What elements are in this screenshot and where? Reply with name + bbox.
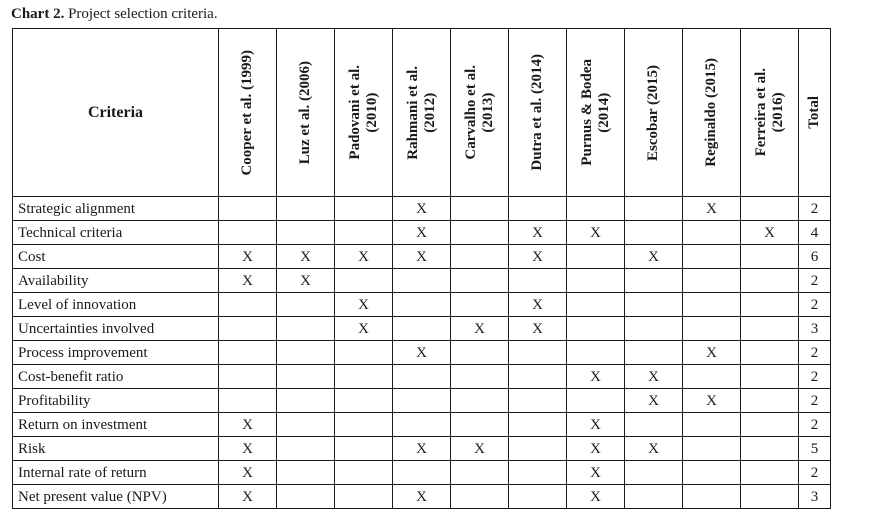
mark-cell	[683, 293, 741, 317]
total-cell: 6	[799, 245, 831, 269]
mark-cell: X	[567, 221, 625, 245]
mark-cell	[509, 461, 567, 485]
mark-cell	[393, 365, 451, 389]
mark-cell	[509, 269, 567, 293]
source-column-header	[393, 29, 451, 197]
mark-cell	[567, 269, 625, 293]
column-label: Reginaldo (2015)	[703, 58, 719, 167]
mark-cell	[451, 413, 509, 437]
mark-cell: X	[451, 437, 509, 461]
mark-cell	[335, 221, 393, 245]
table-row	[13, 461, 831, 485]
mark-cell	[625, 197, 683, 221]
mark-cell: X	[393, 221, 451, 245]
column-label: Total	[806, 96, 822, 129]
mark-cell	[741, 341, 799, 365]
table-body	[13, 197, 831, 509]
mark-cell: X	[277, 269, 335, 293]
source-column-header	[567, 29, 625, 197]
mark-cell	[741, 485, 799, 509]
mark-cell	[625, 341, 683, 365]
criterion-cell: Risk	[13, 437, 219, 461]
mark-cell: X	[625, 245, 683, 269]
table-row	[13, 221, 831, 245]
mark-cell	[219, 221, 277, 245]
mark-cell: X	[741, 221, 799, 245]
mark-cell	[567, 245, 625, 269]
mark-cell	[335, 437, 393, 461]
mark-cell	[335, 197, 393, 221]
total-cell: 2	[799, 269, 831, 293]
table-row	[13, 197, 831, 221]
column-label: Escobar (2015)	[645, 64, 661, 161]
mark-cell	[509, 413, 567, 437]
mark-cell	[567, 389, 625, 413]
total-cell: 2	[799, 197, 831, 221]
table-row	[13, 365, 831, 389]
mark-cell	[741, 413, 799, 437]
mark-cell	[451, 365, 509, 389]
mark-cell	[277, 437, 335, 461]
mark-cell	[277, 389, 335, 413]
column-label: Padovani et al. (2010)	[346, 65, 380, 160]
mark-cell	[451, 197, 509, 221]
mark-cell	[277, 293, 335, 317]
mark-cell: X	[509, 293, 567, 317]
table-row	[13, 293, 831, 317]
mark-cell	[741, 389, 799, 413]
mark-cell	[625, 317, 683, 341]
mark-cell	[335, 413, 393, 437]
mark-cell: X	[393, 437, 451, 461]
mark-cell	[277, 365, 335, 389]
mark-cell: X	[625, 389, 683, 413]
caption-text: Project selection criteria.	[64, 6, 218, 22]
criterion-cell: Strategic alignment	[13, 197, 219, 221]
table-row	[13, 389, 831, 413]
mark-cell: X	[393, 485, 451, 509]
mark-cell	[567, 197, 625, 221]
mark-cell	[509, 197, 567, 221]
mark-cell: X	[219, 269, 277, 293]
mark-cell	[393, 269, 451, 293]
mark-cell	[393, 317, 451, 341]
table-row	[13, 413, 831, 437]
column-label: Dutra et al. (2014)	[529, 54, 545, 171]
mark-cell	[451, 461, 509, 485]
mark-cell	[625, 293, 683, 317]
mark-cell	[277, 317, 335, 341]
mark-cell	[741, 365, 799, 389]
mark-cell	[741, 293, 799, 317]
mark-cell	[567, 341, 625, 365]
mark-cell: X	[683, 341, 741, 365]
source-column-header	[625, 29, 683, 197]
mark-cell: X	[567, 461, 625, 485]
criteria-header: Criteria	[13, 29, 219, 197]
table-row	[13, 485, 831, 509]
mark-cell	[509, 365, 567, 389]
mark-cell	[741, 245, 799, 269]
mark-cell	[277, 485, 335, 509]
mark-cell	[335, 389, 393, 413]
mark-cell	[741, 269, 799, 293]
table-caption	[11, 4, 218, 24]
mark-cell	[625, 413, 683, 437]
mark-cell	[625, 221, 683, 245]
mark-cell	[335, 341, 393, 365]
mark-cell	[683, 365, 741, 389]
mark-cell	[335, 461, 393, 485]
column-label: Rahmani et al. (2012)	[404, 65, 438, 160]
source-column-header	[277, 29, 335, 197]
mark-cell	[277, 197, 335, 221]
mark-cell	[277, 221, 335, 245]
criterion-cell: Cost	[13, 245, 219, 269]
column-label: Luz et al. (2006)	[297, 60, 313, 165]
mark-cell	[509, 389, 567, 413]
total-cell: 5	[799, 437, 831, 461]
mark-cell: X	[219, 245, 277, 269]
criterion-cell: Net present value (NPV)	[13, 485, 219, 509]
mark-cell	[219, 293, 277, 317]
table-row	[13, 341, 831, 365]
mark-cell	[219, 365, 277, 389]
table-row	[13, 437, 831, 461]
mark-cell: X	[567, 485, 625, 509]
mark-cell	[509, 437, 567, 461]
table-row	[13, 245, 831, 269]
mark-cell: X	[393, 245, 451, 269]
mark-cell: X	[335, 245, 393, 269]
column-label: Carvalho et al. (2013)	[462, 65, 496, 160]
mark-cell: X	[219, 485, 277, 509]
mark-cell	[451, 293, 509, 317]
mark-cell: X	[219, 413, 277, 437]
mark-cell	[277, 461, 335, 485]
mark-cell	[393, 413, 451, 437]
criterion-cell: Profitability	[13, 389, 219, 413]
mark-cell: X	[509, 221, 567, 245]
header-row	[13, 29, 831, 197]
mark-cell	[451, 221, 509, 245]
mark-cell: X	[451, 317, 509, 341]
criteria-table	[12, 28, 831, 509]
mark-cell	[625, 269, 683, 293]
mark-cell	[451, 485, 509, 509]
mark-cell: X	[567, 413, 625, 437]
total-cell: 2	[799, 293, 831, 317]
mark-cell	[393, 461, 451, 485]
column-label: Cooper et al. (1999)	[239, 49, 255, 176]
mark-cell: X	[335, 293, 393, 317]
mark-cell	[741, 461, 799, 485]
mark-cell	[277, 341, 335, 365]
mark-cell	[451, 341, 509, 365]
mark-cell	[683, 461, 741, 485]
mark-cell	[683, 485, 741, 509]
criterion-cell: Uncertainties involved	[13, 317, 219, 341]
total-cell: 2	[799, 389, 831, 413]
mark-cell	[741, 317, 799, 341]
mark-cell: X	[219, 461, 277, 485]
total-header	[799, 29, 831, 197]
mark-cell	[219, 197, 277, 221]
total-cell: 4	[799, 221, 831, 245]
source-column-header	[741, 29, 799, 197]
mark-cell: X	[625, 365, 683, 389]
mark-cell: X	[219, 437, 277, 461]
mark-cell: X	[335, 317, 393, 341]
mark-cell: X	[509, 245, 567, 269]
mark-cell	[219, 341, 277, 365]
criterion-cell: Process improvement	[13, 341, 219, 365]
criterion-cell: Level of innovation	[13, 293, 219, 317]
total-cell: 3	[799, 485, 831, 509]
mark-cell: X	[567, 365, 625, 389]
total-cell: 3	[799, 317, 831, 341]
mark-cell	[683, 245, 741, 269]
table-row	[13, 269, 831, 293]
mark-cell	[219, 389, 277, 413]
mark-cell	[683, 269, 741, 293]
mark-cell: X	[393, 341, 451, 365]
mark-cell	[335, 485, 393, 509]
mark-cell	[683, 221, 741, 245]
source-column-header	[335, 29, 393, 197]
source-column-header	[509, 29, 567, 197]
criterion-cell: Technical criteria	[13, 221, 219, 245]
criterion-cell: Return on investment	[13, 413, 219, 437]
mark-cell: X	[509, 317, 567, 341]
mark-cell: X	[277, 245, 335, 269]
mark-cell: X	[683, 389, 741, 413]
total-cell: 2	[799, 341, 831, 365]
mark-cell	[683, 437, 741, 461]
mark-cell	[625, 485, 683, 509]
caption-label: Chart 2.	[11, 6, 65, 22]
mark-cell	[451, 245, 509, 269]
mark-cell	[335, 365, 393, 389]
column-label: Purnus & Bodea (2014)	[578, 59, 612, 166]
mark-cell	[509, 341, 567, 365]
mark-cell	[567, 293, 625, 317]
mark-cell: X	[625, 437, 683, 461]
mark-cell	[219, 317, 277, 341]
mark-cell	[451, 269, 509, 293]
source-column-header	[683, 29, 741, 197]
mark-cell	[393, 389, 451, 413]
table-row	[13, 317, 831, 341]
mark-cell	[741, 437, 799, 461]
source-column-header	[451, 29, 509, 197]
total-cell: 2	[799, 461, 831, 485]
mark-cell	[683, 413, 741, 437]
mark-cell	[567, 317, 625, 341]
mark-cell	[683, 317, 741, 341]
criterion-cell: Cost-benefit ratio	[13, 365, 219, 389]
criterion-cell: Availability	[13, 269, 219, 293]
mark-cell: X	[683, 197, 741, 221]
mark-cell: X	[393, 197, 451, 221]
criterion-cell: Internal rate of return	[13, 461, 219, 485]
mark-cell	[625, 461, 683, 485]
mark-cell	[335, 269, 393, 293]
mark-cell	[509, 485, 567, 509]
mark-cell: X	[567, 437, 625, 461]
mark-cell	[393, 293, 451, 317]
mark-cell	[277, 413, 335, 437]
total-cell: 2	[799, 365, 831, 389]
column-label: Ferreira et al. (2016)	[752, 68, 786, 157]
source-column-header	[219, 29, 277, 197]
mark-cell	[741, 197, 799, 221]
total-cell: 2	[799, 413, 831, 437]
mark-cell	[451, 389, 509, 413]
